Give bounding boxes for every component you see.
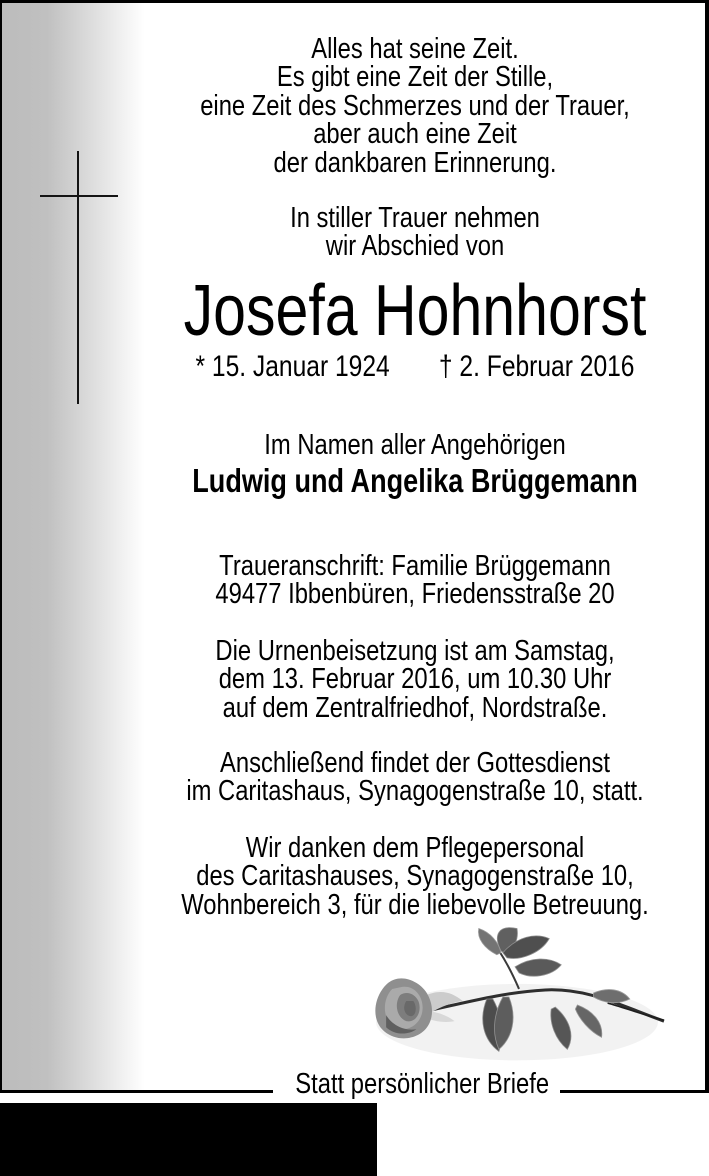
verse-line: Es gibt eine Zeit der Stille,	[276, 61, 554, 94]
frame-border-right	[705, 0, 709, 1093]
thanks-note	[153, 834, 678, 919]
burial-line: Die Urnenbeisetzung ist am Samstag,	[215, 635, 615, 667]
mourner-names: Ludwig und Angelika Brüggemann	[192, 462, 638, 499]
thanks-line: des Caritashauses, Synagogenstraße 10,	[196, 860, 634, 893]
verse-line: der dankbaren Erinnerung.	[273, 146, 557, 179]
closing-note: Statt persönlicher Briefe	[284, 1070, 546, 1098]
burial-line: dem 13. Februar 2016, um 10.30 Uhr	[218, 663, 612, 696]
death-date: † 2. Februar 2016	[438, 350, 635, 383]
verse-line: aber auch eine Zeit	[313, 118, 517, 151]
deceased-name: Josefa Hohnhorst	[183, 271, 647, 351]
verse-line: Alles hat seine Zeit.	[311, 33, 519, 65]
address-line: 49477 Ibbenbüren, Friedensstraße 20	[215, 578, 615, 611]
burial-info	[153, 637, 678, 722]
redaction-block	[0, 1103, 377, 1176]
rose-image	[366, 926, 668, 1068]
thanks-line: Wir danken dem Pflegepersonal	[245, 832, 585, 864]
intro-line: wir Abschied von	[325, 230, 505, 263]
burial-line: auf dem Zentralfriedhof, Nordstraße.	[222, 691, 608, 724]
intro-line: In stiller Trauer nehmen	[290, 202, 540, 234]
verse-line: eine Zeit des Schmerzes und der Trauer,	[200, 89, 630, 122]
service-line: im Caritashaus, Synagogenstraße 10, statt.	[186, 775, 644, 808]
in-name-of-line: Im Namen aller Angehörigen	[264, 429, 566, 461]
address-line: Traueranschrift: Familie Brüggemann	[219, 550, 611, 582]
service-info	[153, 749, 678, 806]
frame-border-left	[0, 0, 2, 1093]
cross-icon-horizontal	[40, 195, 118, 197]
mourning-address	[153, 552, 678, 609]
service-line: Anschließend findet der Gottesdienst	[220, 747, 610, 779]
thanks-line: Wohnbereich 3, für die liebevolle Betreuung.	[181, 888, 649, 921]
life-dates	[153, 350, 678, 383]
birth-date: * 15. Januar 1924	[195, 350, 390, 383]
intro-statement	[153, 204, 678, 261]
opening-verse	[153, 35, 678, 177]
cross-icon-vertical	[77, 151, 79, 404]
